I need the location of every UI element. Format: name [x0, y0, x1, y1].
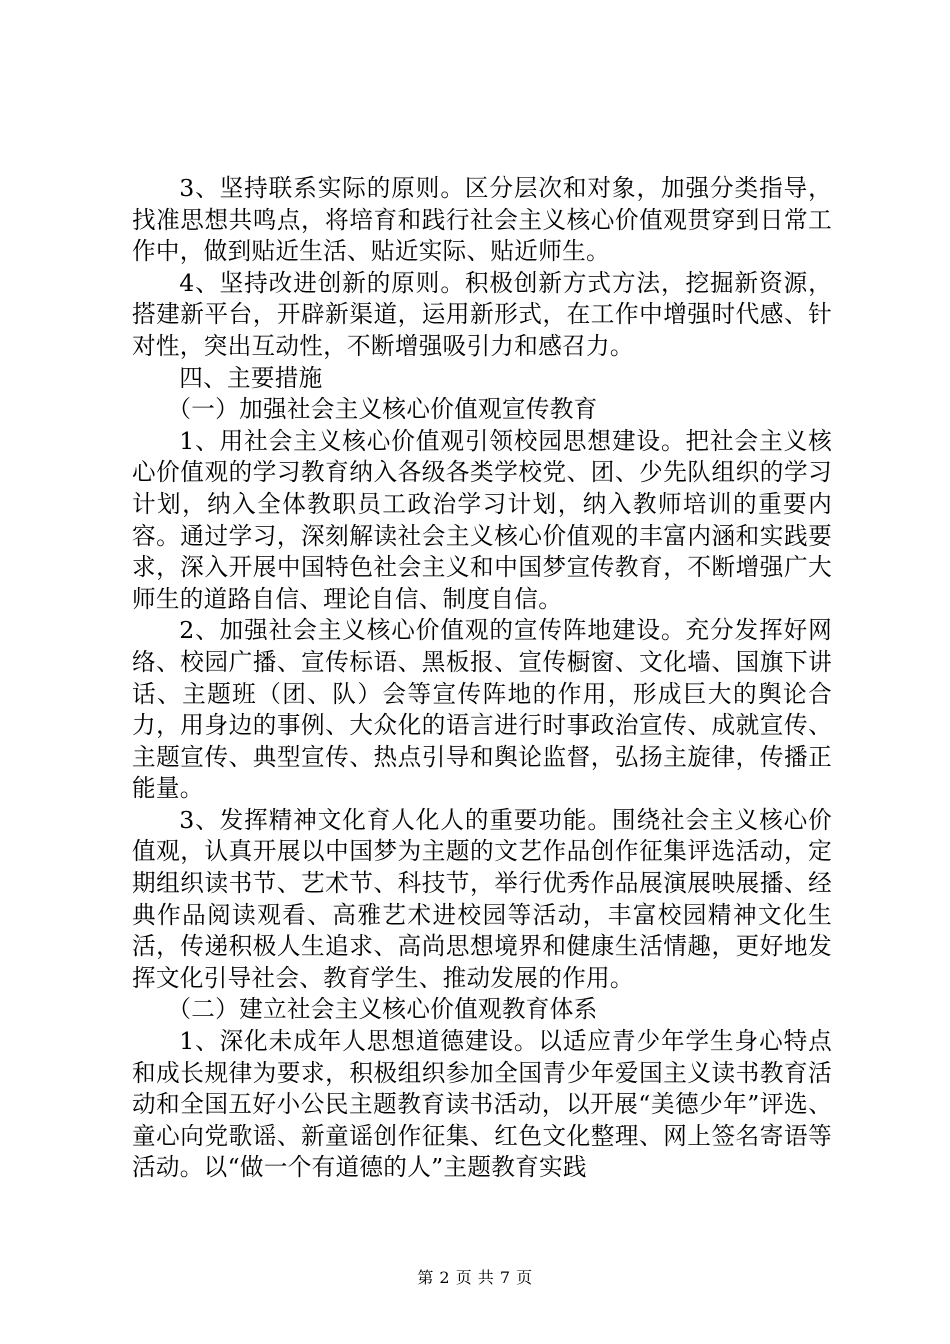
subsection-heading-2: （二）建立社会主义核心价值观教育体系 [167, 995, 598, 1024]
page-footer: 第 2 页 共 7 页 [417, 1268, 533, 1287]
paragraph-measure-1-3: 3、发挥精神文化育人化人的重要功能。围绕社会主义核心价值观，认真开展以中国梦为主题的文艺作品创作征集评选活动，定期组织读书节、艺术节、科技节，举行优秀作品展演展映展播、经典作品阅读观看、高雅艺术进校园等活动，丰富校园精神文化生活，传递积极人生追求、高尚思想境界和健康生活情趣，更好地发挥文化引导社会、教育学生、推动发展的作用。 [132, 805, 832, 992]
paragraph-measure-1-1: 1、用社会主义核心价值观引领校园思想建设。把社会主义核心价值观的学习教育纳入各级各类学校党、团、少先队组织的学习计划，纳入全体教职员工政治学习计划，纳入教师培训的重要内容。通过学习，深刻解读社会主义核心价值观的丰富内涵和实践要求，深入开展中国特色社会主义和中国梦宣传教育，不断增强广大师生的道路自信、理论自信、制度自信。 [132, 426, 832, 613]
subsection-heading-1: （一）加强社会主义核心价值观宣传教育 [167, 395, 598, 424]
paragraph-principle-4: 4、坚持改进创新的原则。积极创新方式方法，挖掘新资源，搭建新平台，开辟新渠道，运用新形式，在工作中增强时代感、针对性，突出互动性，不断增强吸引力和感召力。 [132, 268, 832, 360]
paragraph-principle-3: 3、坚持联系实际的原则。区分层次和对象，加强分类指导，找准思想共鸣点，将培育和践行社会主义核心价值观贯穿到日常工作中，做到贴近生活、贴近实际、贴近师生。 [132, 174, 832, 266]
paragraph-measure-1-2: 2、加强社会主义核心价值观的宣传阵地建设。充分发挥好网络、校园广播、宣传标语、黑板报、宣传橱窗、文化墙、国旗下讲话、主题班（团、队）会等宣传阵地的作用，形成巨大的舆论合力，用身边的事例、大众化的语言进行时事政治宣传、成就宣传、主题宣传、典型宣传、热点引导和舆论监督，弘扬主旋律，传播正能量。 [132, 616, 832, 803]
paragraph-measure-2-1: 1、深化未成年人思想道德建设。以适应青少年学生身心特点和成长规律为要求，积极组织参加全国青少年爱国主义读书教育活动和全国五好小公民主题教育读书活动，以开展“美德少年”评选、童心向党歌谣、新童谣创作征集、红色文化整理、网上签名寄语等活动。以“做一个有道德的人”主题教育实践 [132, 1027, 832, 1182]
section-heading-main-measures: 四、主要措施 [179, 363, 323, 392]
document-body [132, 173, 832, 1184]
